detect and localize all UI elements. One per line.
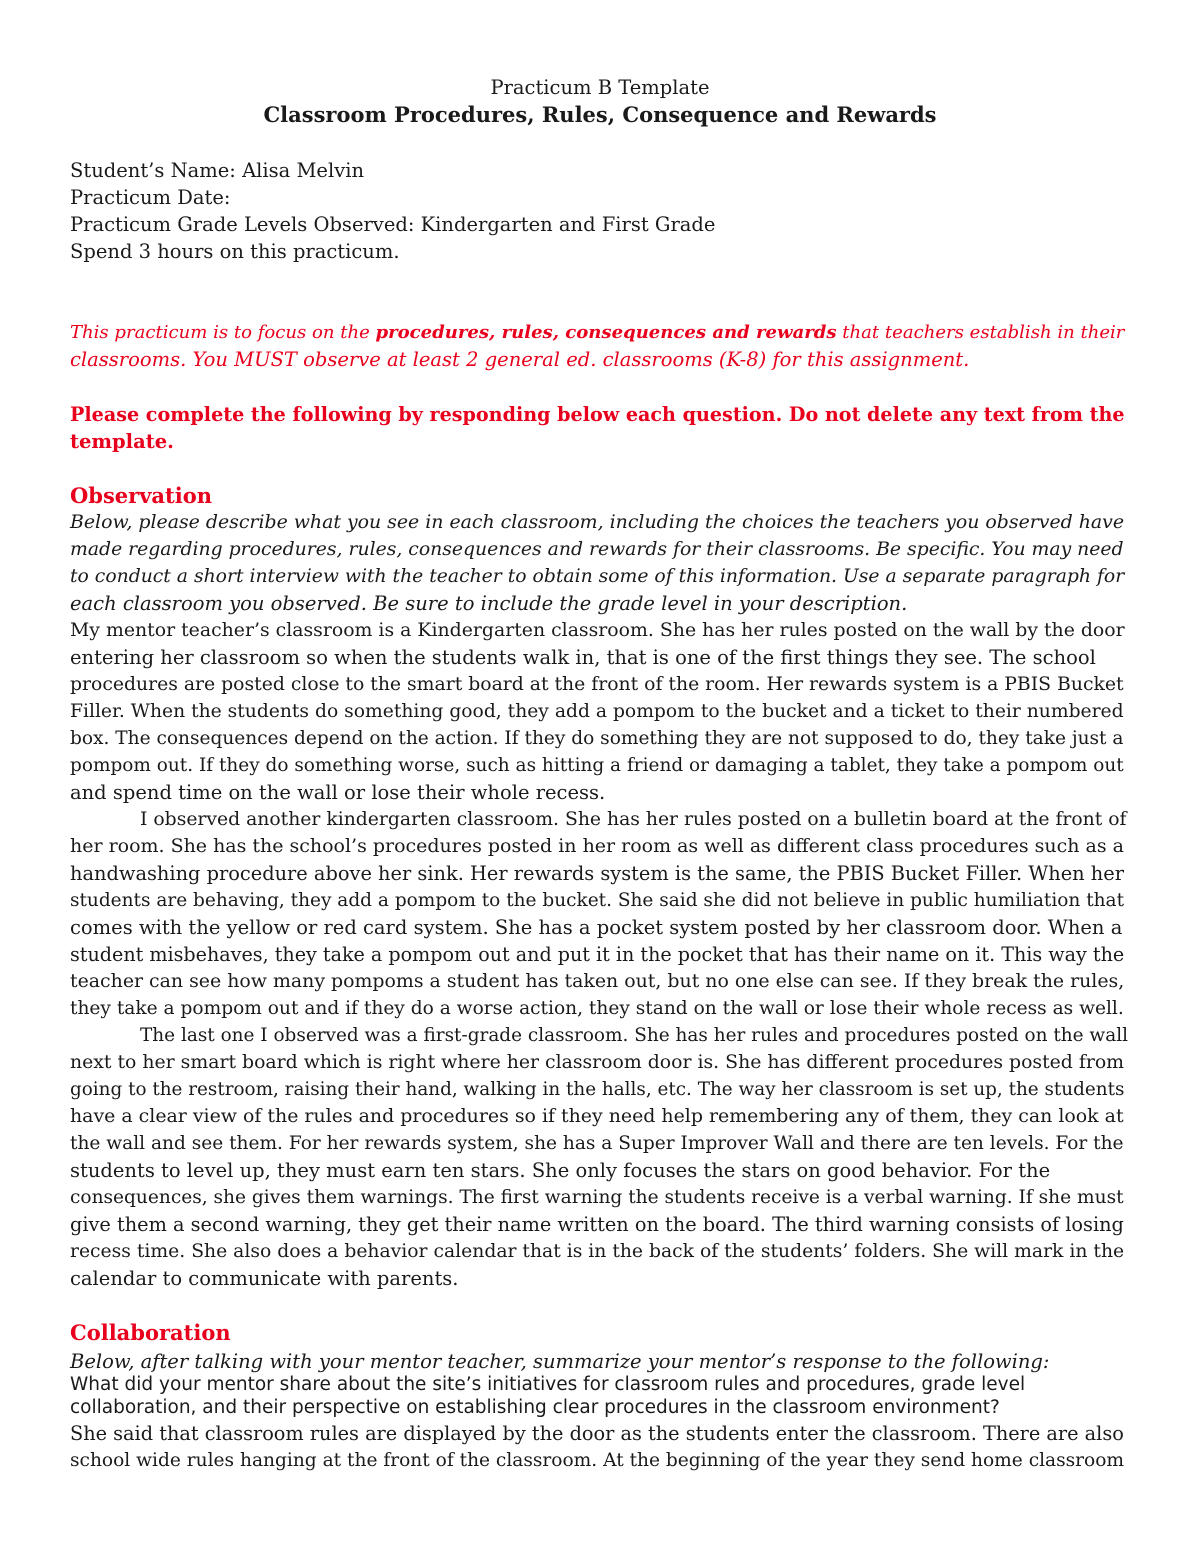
hours-note: Spend 3 hours on this practicum. [70,240,400,263]
intro-line-2: classrooms. You MUST observe at least 2 general ed. classrooms (K-8) for this assignment. [70,348,970,371]
page-title: Classroom Procedures, Rules, Consequence and Rewards [263,102,937,127]
observation-para2-line: student misbehaves, they take a pompom out and put it in the pocket that has their name on it. This way the [70,943,1125,966]
observation-para3-line: give them a second warning, they get their name written on the board. The third warning consists of losing [70,1213,1124,1236]
student-name: Student’s Name: Alisa Melvin [70,159,365,182]
observation-para1-line: pompom out. If they do something worse, such as hitting a friend or damaging a tablet, they take a pompom out [70,755,1124,776]
intro-text-a: This practicum is to focus on the [70,322,376,343]
collaboration-answer-line: school wide rules hanging at the front of the classroom. At the beginning of the year they send home classroom [70,1450,1125,1471]
collaboration-answer-line: She said that classroom rules are displayed by the door as the students enter the classroom. There are also [70,1422,1124,1445]
observation-prompt-line: made regarding procedures, rules, consequences and rewards for their classrooms. Be specific. You may need [70,539,1124,560]
observation-prompt-line: Below, please describe what you see in each classroom, including the choices the teachers you observed have [70,511,1125,533]
observation-para3-line: calendar to communicate with parents. [70,1267,459,1290]
observation-para2-line: handwashing procedure above her sink. Her rewards system is the same, the PBIS Bucket Filler. When her [70,862,1124,885]
observation-para3-line: students to level up, they must earn ten stars. She only focuses the stars on good behavior. For the [70,1159,1051,1182]
observation-para3-line: next to her smart board which is right where her classroom door is. She has different procedures posted from [70,1052,1125,1073]
observation-para3-line: recess time. She also does a behavior calendar that is in the back of the students’ folders. She will mark in the [70,1241,1125,1262]
observation-para1-line: entering her classroom so when the students walk in, that is one of the first things they see. The school [70,646,1096,669]
observation-para1-line: My mentor teacher’s classroom is a Kindergarten classroom. She has her rules posted on the wall by the door [70,619,1125,641]
observation-para3-line: The last one I observed was a first-grade classroom. She has her rules and procedures posted on the wall [140,1025,1128,1046]
intro-text-c: that teachers establish in their [836,322,1125,343]
template-subtitle: Practicum B Template [490,76,710,99]
collaboration-heading: Collaboration [70,1320,231,1345]
observation-para2-line: students are behaving, they add a pompom to the bucket. She said she did not believe in public humiliation that [70,890,1125,911]
practicum-date: Practicum Date: [70,186,231,209]
observation-para2-line: I observed another kindergarten classroom. She has her rules posted on a bulletin board at the front of [140,809,1127,830]
observation-para1-line: box. The consequences depend on the action. If they do something they are not supposed to do, they take just a [70,728,1124,749]
observation-para3-line: the wall and see them. For her rewards system, she has a Super Improver Wall and there are ten levels. For the [70,1133,1124,1154]
instructions-line-2: template. [70,430,174,453]
observation-heading: Observation [70,483,212,508]
collaboration-prompt: Below, after talking with your mentor teacher, summarize your mentor’s response to the following: [70,1350,1050,1373]
intro-emphasis: procedures, rules, consequences and rewards [375,322,837,343]
observation-para3-line: have a clear view of the rules and procedures so if they need help remembering any of them, they can look at [70,1105,1124,1127]
observation-para2-line: they take a pompom out and if they do a worse action, they stand on the wall or lose their whole recess as well. [70,998,1124,1019]
observation-prompt-line: to conduct a short interview with the teacher to obtain some of this information. Use a separate paragraph for [70,566,1125,587]
grade-levels: Practicum Grade Levels Observed: Kindergarten and First Grade [70,213,716,236]
observation-para1-line: procedures are posted close to the smart board at the front of the room. Her rewards system is a PBIS Bucket [70,674,1124,695]
observation-para1-line: and spend time on the wall or lose their whole recess. [70,781,606,804]
instructions-line-1: Please complete the following by responding below each question. Do not delete any text from the [70,403,1125,426]
observation-para3-line: consequences, she gives them warnings. The first warning the students receive is a verbal warning. If she must [70,1187,1124,1208]
observation-para2-line: her room. She has the school’s procedures posted in her room as well as different class procedures such as a [70,835,1124,857]
collaboration-question-line: What did your mentor share about the site’s initiatives for classroom rules and procedures, grade level [70,1374,1026,1395]
intro-line-1 [70,319,1130,346]
observation-para2-line: comes with the yellow or red card system. She has a pocket system posted by her classroom door. When a [70,916,1123,939]
observation-prompt-line: each classroom you observed. Be sure to include the grade level in your description. [70,592,908,615]
observation-para3-line: going to the restroom, raising their hand, walking in the halls, etc. The way her classroom is set up, the students [70,1079,1125,1100]
collaboration-question-line: collaboration, and their perspective on establishing clear procedures in the classroom environment? [70,1397,1000,1418]
observation-para1-line: Filler. When the students do something good, they add a pompom to the bucket and a ticket to their numbered [70,701,1124,722]
observation-para2-line: teacher can see how many pompoms a student has taken out, but no one else can see. If they break the rules, [70,970,1125,992]
